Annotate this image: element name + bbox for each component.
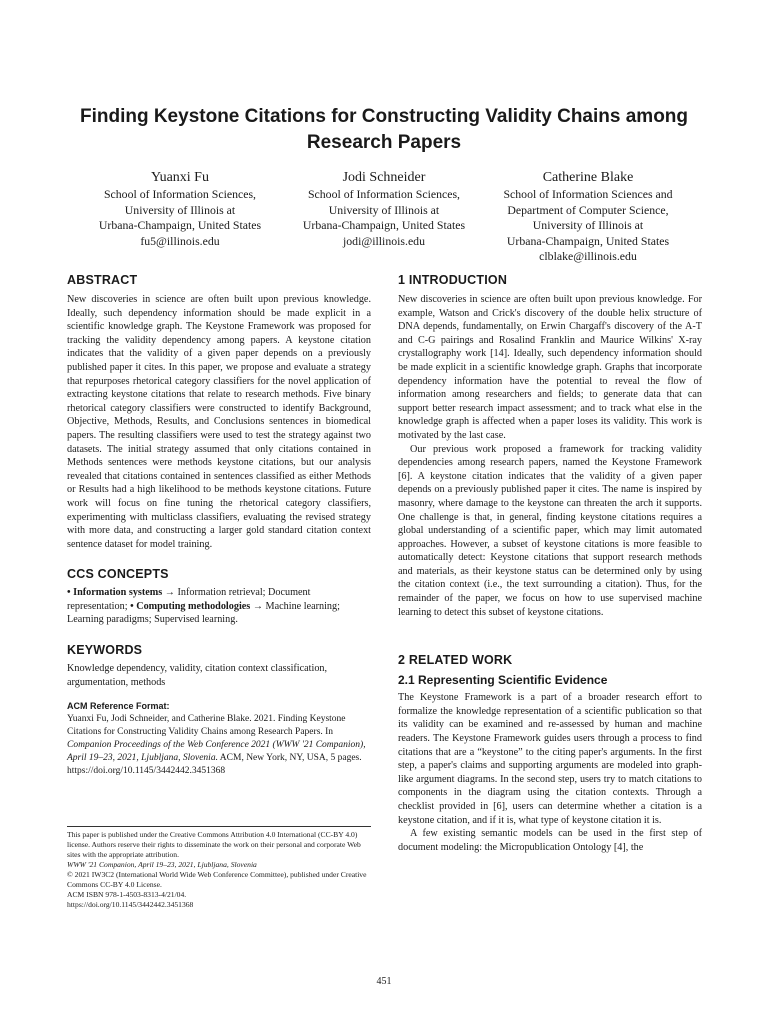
author-name: Yuanxi Fu bbox=[151, 170, 209, 185]
footnote-doi[interactable]: https://doi.org/10.1145/3442442.3451368 bbox=[67, 900, 194, 909]
introduction-heading: 1 INTRODUCTION bbox=[398, 273, 508, 287]
introduction-paragraph: Our previous work proposed a framework for tracking validity dependencies among research papers, named the Keystone Framework [6]. A keystone citation indicates that the validity of a given paper depends on a previously published paper it cites. The name is inspired by masonry, where damage to the keystone can threaten the arch it supports. One challenge is that, in general, finding keystone citations requires a global understanding of a scientific paper, which may limit automated approaches. However, a subset of keystone citations is more feasible to automatically detect: Keystone citations that support research methods and materials, as their keystone status can be determined only by using the citation context (i.e., the text surrounding a citation). Thus, for the remainder of the paper, we focus on how to use supervised machine learning to detect this subset of keystone citations. bbox=[398, 443, 702, 618]
author-2 bbox=[284, 169, 484, 249]
author-affiliation-line: University of Illinois at bbox=[328, 202, 440, 217]
author-email: jodi@illinois.edu bbox=[343, 233, 425, 248]
author-3 bbox=[488, 169, 688, 265]
ccs-terms-1: Information retrieval; Document representation; bbox=[67, 587, 311, 612]
author-affiliation-line: University of Illinois at bbox=[532, 218, 644, 232]
introduction-paragraph: New discoveries in science are often built upon previous knowledge. For example, Watson and Crick's discovery of the double helix structure of DNA depends, fundamentally, on Erwin Chargaff's discovery of the A-T and C-G pairings and Rosalind Franklin and Maurice Wilkins' X-ray crystallography work [14]. Ideally, such dependency information should be made explicit in a scientific knowledge graph. Graphs that incorporate dependency information have the potential to reveal the flow of information among researchers and fields; to generate data that can support better research impact assessment; and to track what else in the knowledge graph is affected when a paper loses its validity. This work is motivated by the last case. bbox=[398, 294, 702, 441]
acm-reference-heading: ACM Reference Format: bbox=[67, 701, 170, 712]
acm-reference-part2: ACM, New York, NY, USA, 5 pages. https://doi.org/10.1145/3442442.3451368 bbox=[67, 753, 362, 777]
acm-reference-text bbox=[67, 713, 371, 778]
abstract-heading: ABSTRACT bbox=[67, 273, 138, 287]
right-column bbox=[398, 273, 702, 854]
footnote-conference: WWW '21 Companion, April 19–23, 2021, Ljubljana, Slovenia bbox=[67, 860, 257, 869]
author-name: Jodi Schneider bbox=[342, 170, 426, 185]
author-affiliation-line: School of Information Sciences, bbox=[307, 187, 460, 201]
author-affiliation-line: Department of Computer Science, bbox=[507, 202, 669, 217]
ccs-heading: CCS CONCEPTS bbox=[67, 567, 169, 582]
footnote-copyright: © 2021 IW3C2 (International World Wide Web Conference Committee), published under Creative Commons CC-BY 4.0 License. bbox=[67, 870, 367, 889]
author-affiliation-line: Urbana-Champaign, United States bbox=[98, 218, 262, 232]
author-affiliation-line: Urbana-Champaign, United States bbox=[302, 218, 466, 232]
acm-reference-venue: Companion Proceedings of the Web Conference 2021 (WWW '21 Companion), April 19–23, 2021, Ljubljana, Slovenia. bbox=[67, 740, 366, 764]
ccs-concept-2: • Computing methodologies bbox=[130, 600, 251, 612]
author-affiliation-line: University of Illinois at bbox=[124, 202, 236, 217]
keywords-text: Knowledge dependency, validity, citation context classification, argumentation, methods bbox=[67, 663, 328, 688]
footnote-block bbox=[67, 830, 371, 910]
ccs-terms-2: Machine learning; Learning paradigms; Supervised learning. bbox=[67, 600, 340, 626]
subsection-heading: 2.1 Representing Scientific Evidence bbox=[398, 673, 608, 688]
author-email: clblake@illinois.edu bbox=[539, 249, 637, 263]
paper-title: Finding Keystone Citations for Constructing Validity Chains among Research Papers bbox=[79, 106, 689, 153]
author-affiliation-line: Urbana-Champaign, United States bbox=[506, 233, 670, 248]
author-name: Catherine Blake bbox=[542, 170, 634, 185]
related-work-paragraph: A few existing semantic models can be used in the first step of document modeling: the Micropublication Ontology [4], the bbox=[398, 828, 702, 853]
left-column bbox=[67, 273, 371, 778]
arrow-icon: → bbox=[164, 587, 175, 599]
author-affiliation-line: School of Information Sciences, bbox=[103, 187, 256, 201]
ccs-text bbox=[67, 586, 371, 627]
author-email: fu5@illinois.edu bbox=[140, 233, 220, 248]
arrow-icon: → bbox=[252, 600, 263, 612]
footnote-divider bbox=[67, 826, 371, 827]
keywords-heading: KEYWORDS bbox=[67, 643, 143, 658]
page-number: 451 bbox=[376, 976, 392, 987]
acm-reference-part1: Yuanxi Fu, Jodi Schneider, and Catherine Blake. 2021. Finding Keystone Citations for Constructing Validity Chains among Research Papers. In bbox=[67, 714, 346, 738]
author-1 bbox=[80, 169, 280, 249]
author-affiliation-line: School of Information Sciences and bbox=[503, 187, 673, 201]
footnote-license: This paper is published under the Creative Commons Attribution 4.0 International (CC-BY 4.0) license. Authors reserve their rights to disseminate the work on their personal and corporate Web sites with the appropriate attribution. bbox=[67, 830, 361, 859]
related-work-heading: 2 RELATED WORK bbox=[398, 653, 513, 668]
ccs-concept-1: • Information systems bbox=[67, 587, 163, 599]
footnote-isbn: ACM ISBN 978-1-4503-8313-4/21/04. bbox=[67, 890, 187, 899]
related-work-paragraph: The Keystone Framework is a part of a broader research effort to formalize the knowledge representation of a scientific publication so that its validity can be examined and re-assessed by human and machine readers. The Keystone Framework guides users through a process to find citations that are a “keystone” to the citing paper's arguments. In the first step, a paper's claims and supporting arguments are modeled into graph-like argument diagrams. In the second step, users try to match citations to components in the diagram using the citation contexts. Through a checklist provided in [6], users can determine whether a citation is a keystone citation, and if it is, what type of keystone citation it is. bbox=[398, 692, 702, 826]
abstract-text: New discoveries in science are often built upon previous knowledge. Ideally, such dependency information should be made explicit in a scientific knowledge graph. The Keystone Framework was proposed for tracking the validity dependency among papers. A keystone citation indicates that the validity of a given paper depends on a previously published paper it cites. In this paper, we propose and evaluate a strategy that repurposes rhetorical category classifiers for the novel application of extracting keystone citations that relate to research methods. Five binary rhetorical category classifiers were constructed to identify Background, Objective, Methods, Results, and Conclusions sentences in biomedical papers. The resulting classifiers were used to test the strategy against two datasets. The initial strategy assumed that only citations contained in Methods sentences were methods keystone citations, but our analysis revealed that citations contained in sentences classified as either Methods or Results had a high likelihood to be methods keystone citations. Future work will focus on fine tuning the rhetorical category classifiers, experimenting with multiclass classifiers, evaluating the revised strategy with more data, and constructing a larger gold standard citation context sentence dataset for model training. bbox=[67, 294, 371, 550]
